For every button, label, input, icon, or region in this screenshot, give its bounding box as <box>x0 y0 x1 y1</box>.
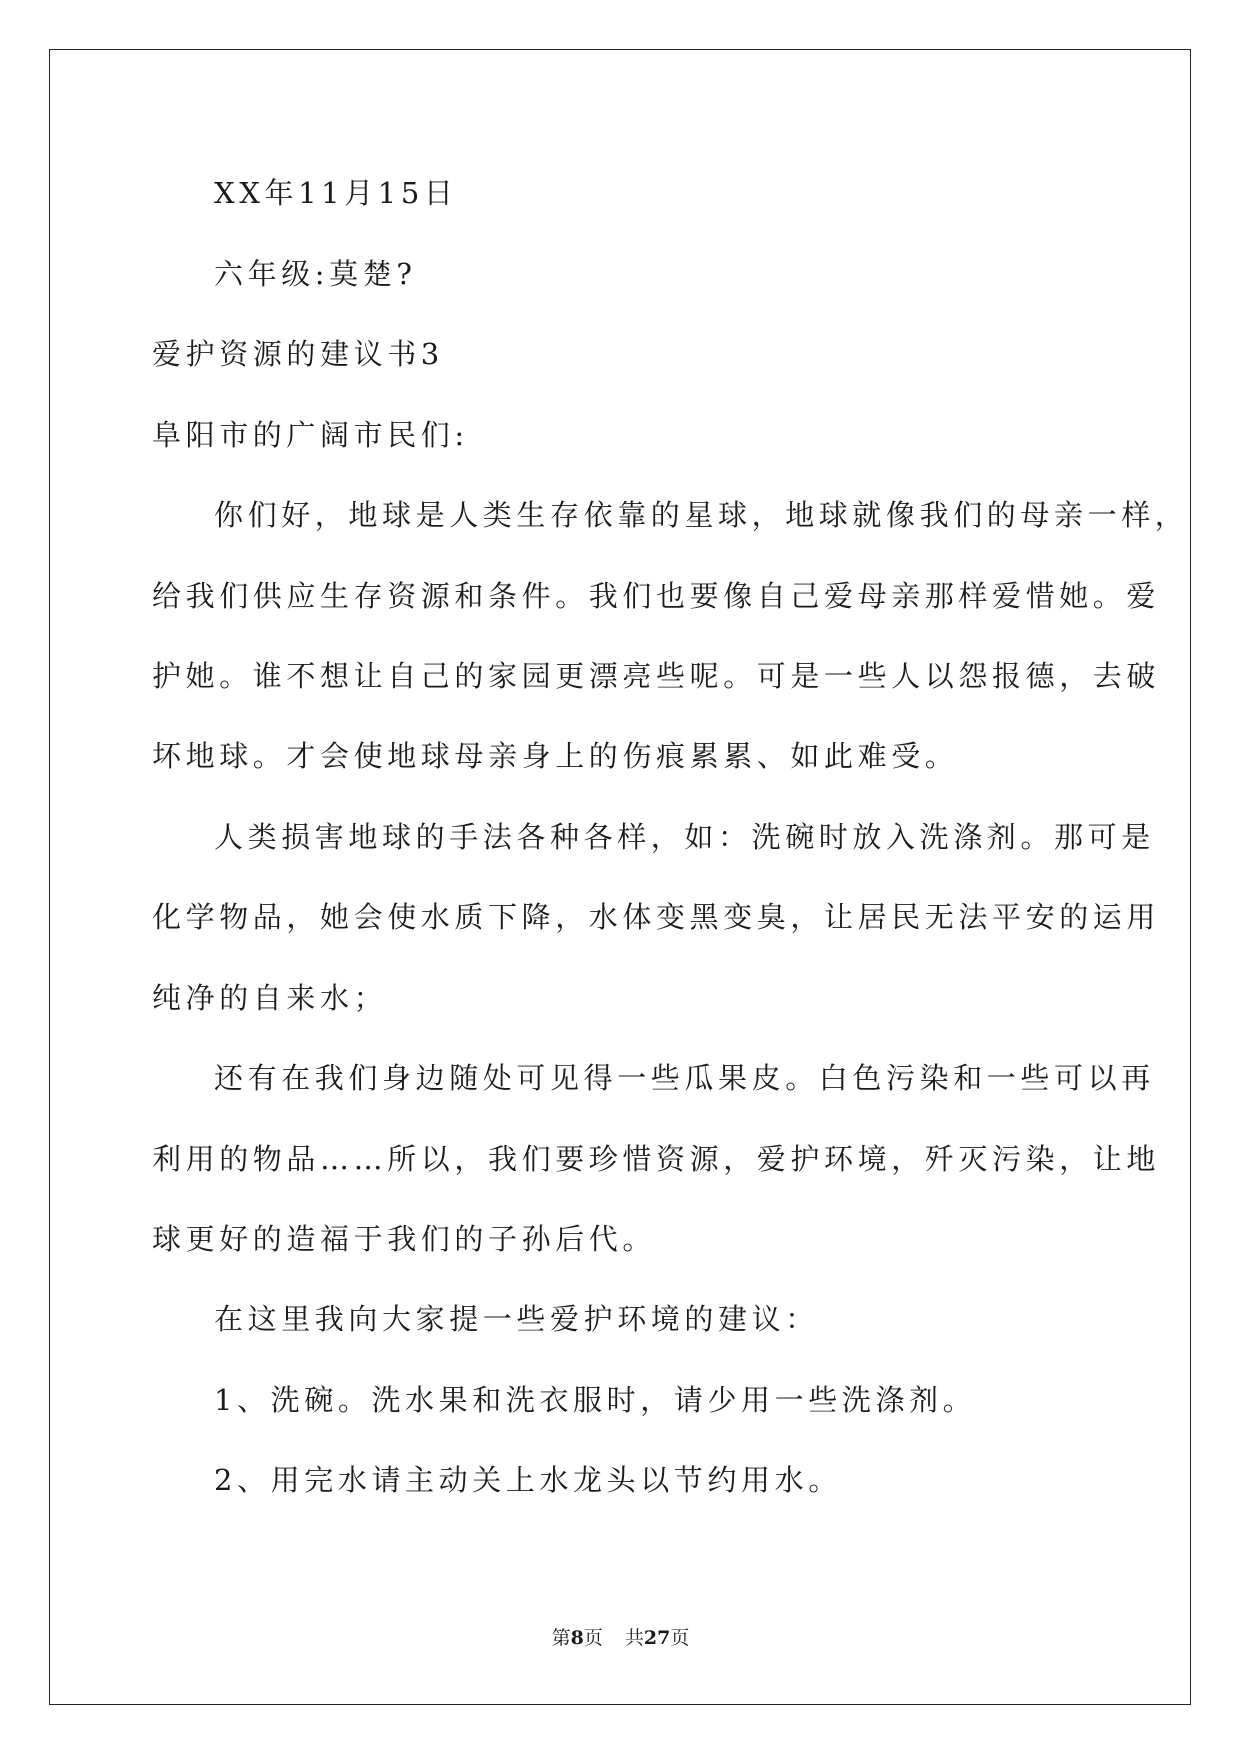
paragraph-line: 球更好的造福于我们的子孙后代。 <box>152 1222 657 1256</box>
suggestion-item: 2、用完水请主动关上水龙头以节约用水。 <box>214 1463 842 1497</box>
page-suffix: 页 <box>583 1627 603 1649</box>
page-number: 8 <box>570 1627 584 1649</box>
author-line: 六年级:莫楚? <box>214 257 417 291</box>
total-pages: 27 <box>643 1627 671 1649</box>
paragraph-line: 利用的物品……所以，我们要珍惜资源，爱护环境，歼灭污染，让地 <box>152 1142 1161 1176</box>
suggestion-intro: 在这里我向大家提一些爱护环境的建议： <box>214 1302 819 1336</box>
suggestion-item: 1、洗碗。洗水果和洗衣服时，请少用一些洗涤剂。 <box>214 1383 977 1417</box>
page-footer <box>0 1626 1241 1650</box>
page-border <box>49 49 1191 1705</box>
total-prefix: 共 <box>624 1627 644 1649</box>
paragraph-line: 给我们供应生存资源和条件。我们也要像自己爱母亲那样爱惜她。爱 <box>152 579 1161 613</box>
page-prefix: 第 <box>551 1627 571 1649</box>
document-title: 爱护资源的建议书3 <box>152 337 444 371</box>
paragraph-line: 化学物品，她会使水质下降，水体变黑变臭，让居民无法平安的运用 <box>152 900 1161 934</box>
total-suffix: 页 <box>670 1627 690 1649</box>
paragraph-line: 纯净的自来水； <box>152 981 388 1015</box>
paragraph-line: 还有在我们身边随处可见得一些瓜果皮。白色污染和一些可以再 <box>214 1061 1155 1095</box>
paragraph-line: 你们好，地球是人类生存依靠的星球，地球就像我们的母亲一样， <box>214 498 1189 532</box>
salutation: 阜阳市的广阔市民们: <box>152 418 469 452</box>
paragraph-line: 人类损害地球的手法各种各样，如：洗碗时放入洗涤剂。那可是 <box>214 820 1155 854</box>
date-line: XX年11月15日 <box>214 176 458 210</box>
paragraph-line: 坏地球。才会使地球母亲身上的伤痕累累、如此难受。 <box>152 739 959 773</box>
paragraph-line: 护她。谁不想让自己的家园更漂亮些呢。可是一些人以怨报德，去破 <box>152 659 1161 693</box>
